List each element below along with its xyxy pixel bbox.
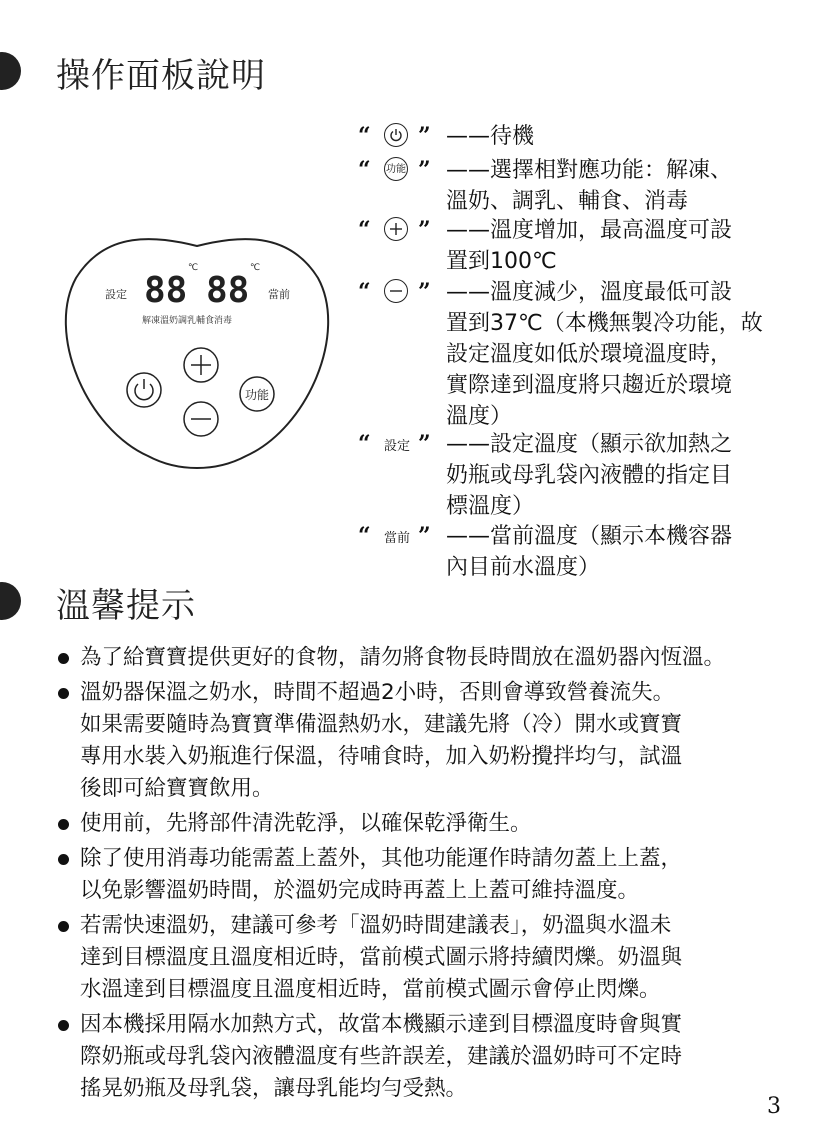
section-title-tips: 溫馨提示 [56,586,196,626]
section-title-panel: 操作面板說明 [56,56,266,96]
set-word-icon: 設定 [384,439,411,454]
tip-item: 溫奶器保溫之奶水，時間不超過2小時，否則會導致營養流失。 如果需要隨時為寶寶準備溫熱奶水，建議先將（冷）開水或寶寶 專用水裝入奶瓶進行保溫，待哺食時，加入奶粉攪拌均勻，試溫 後即可給寶寶飲用。 [56,677,791,805]
close-quote: ” [418,123,431,149]
minus-icon [384,279,408,303]
legend-desc-function: ——選擇相對應功能：解凍、 溫奶、調乳、輔食、消毒 [446,158,733,214]
current-word-icon: 當前 [384,531,411,546]
modes-line: 解凍溫奶調乳輔食消毒 [142,316,233,326]
legend-desc-minus: ——溫度減少，溫度最低可設 置到37℃（本機無製冷功能，故 設定溫度如低於環境溫度時， 實際達到溫度將只趨近於環境 溫度） [446,280,763,429]
display-right-unit: ℃ [250,263,261,273]
legend-desc-plus: ——溫度增加，最高溫度可設 置到100℃ [446,218,733,274]
display-left-unit: ℃ [188,263,199,273]
close-quote: ” [418,523,431,549]
minus-button[interactable] [184,402,218,436]
open-quote: “ [358,523,371,549]
tip-item: 為了給寶寶提供更好的食物，請勿將食物長時間放在溫奶器內恆溫。 [56,642,791,674]
tip-item: 因本機採用隔水加熱方式，故當本機顯示達到目標溫度時會與實 際奶瓶或母乳袋內液體溫度有些許誤差，建議於溫奶時可不定時 搖晃奶瓶及母乳袋，讓母乳能均勻受熱。 [56,1009,791,1105]
section-marker [0,52,21,90]
tip-item: 若需快速溫奶，建議可參考「溫奶時間建議表」，奶溫與水溫未 達到目標溫度且溫度相近時，當前模式圖示將持續閃爍。奶溫與 水溫達到目標溫度且溫度相近時，當前模式圖示會停止閃爍。 [56,910,791,1006]
tip-item: 除了使用消毒功能需蓋上蓋外，其他功能運作時請勿蓋上上蓋， 以免影響溫奶時間，於溫奶完成時再蓋上上蓋可維持溫度。 [56,843,791,907]
label-current: 當前 [268,288,290,301]
display-left: 88 [144,270,188,311]
device-panel-illustration [56,228,338,472]
label-set: 設定 [105,288,127,301]
legend-desc-set: ——設定溫度（顯示欲加熱之 奶瓶或母乳袋內液體的指定目 標溫度） [446,432,733,519]
function-button[interactable] [240,377,274,411]
plus-button[interactable] [184,348,218,382]
legend-desc-current: ——當前溫度（顯示本機容器 內目前水溫度） [446,524,733,580]
power-button[interactable] [127,373,161,407]
open-quote: “ [358,157,371,183]
page-number: 3 [767,1094,781,1119]
close-quote: ” [418,157,431,183]
function-icon: 功能 [384,157,408,181]
open-quote: “ [358,217,371,243]
open-quote: “ [358,279,371,305]
tips-list [56,642,791,1108]
plus-icon [384,217,408,241]
section-marker [0,582,21,620]
open-quote: “ [358,123,371,149]
tip-item: 使用前，先將部件清洗乾淨，以確保乾淨衛生。 [56,808,791,840]
legend-desc-power: ——待機 [446,124,535,149]
open-quote: “ [358,431,371,457]
close-quote: ” [418,217,431,243]
power-icon [384,123,408,147]
close-quote: ” [418,279,431,305]
display-right: 88 [206,270,250,311]
function-button-label: 功能 [245,388,270,402]
close-quote: ” [418,431,431,457]
